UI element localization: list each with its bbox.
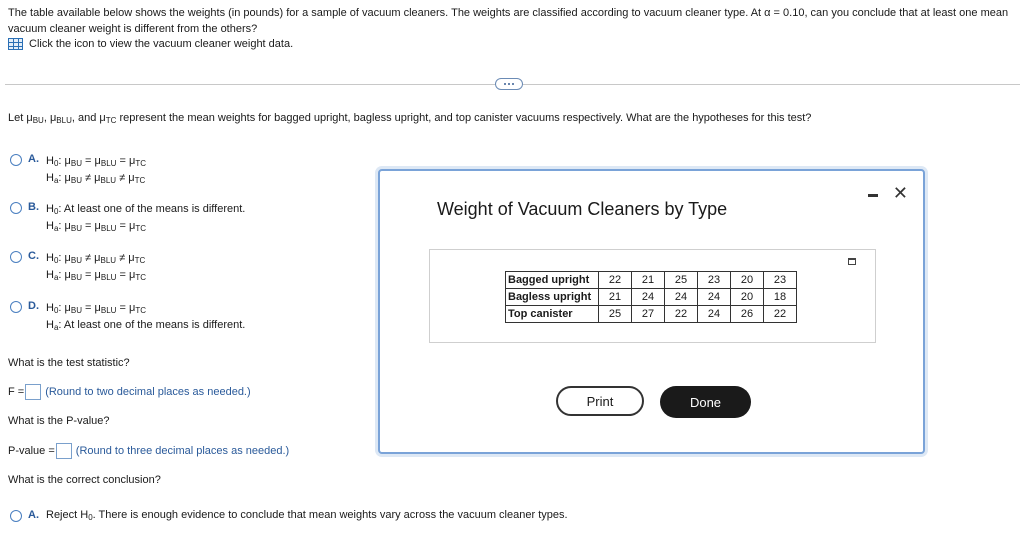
weights-table — [505, 271, 797, 323]
close-icon[interactable]: ✕ — [892, 183, 908, 203]
print-button[interactable]: Print — [556, 386, 644, 416]
option-d-radio[interactable] — [10, 301, 22, 313]
test-stat-question: What is the test statistic? — [8, 357, 130, 369]
option-d[interactable]: D. H0: μBU = μBLU = μTC Ha: At least one of the means is different. — [10, 300, 245, 334]
option-a-h0: H0: μBU = μBLU = μTC — [46, 155, 147, 168]
option-d-ha: Ha: At least one of the means is different. — [46, 319, 246, 332]
f-stat-input[interactable] — [25, 384, 41, 400]
table-frame — [429, 249, 876, 343]
f-stat-row: F = (Round to two decimal places as needed.) — [8, 386, 251, 398]
pvalue-row: P-value = (Round to three decimal places as needed.) — [8, 445, 290, 457]
option-c-h0: H0: μBU ≠ μBLU ≠ μTC — [46, 252, 146, 265]
dialog-title: Weight of Vacuum Cleaners by Type — [437, 199, 728, 219]
option-c[interactable]: C. H0: μBU ≠ μBLU ≠ μTC Ha: μBU = μBLU = μTC — [10, 250, 146, 284]
pvalue-input[interactable] — [56, 443, 72, 459]
data-link-text[interactable]: Click the icon to view the vacuum cleaner weight data. — [29, 38, 294, 50]
option-b-ha: Ha: μBU = μBLU = μTC — [46, 220, 147, 233]
option-a-radio[interactable] — [10, 154, 22, 166]
option-a[interactable]: A. H0: μBU = μBLU = μTC Ha: μBU ≠ μBLU ≠ μTC — [10, 153, 146, 187]
table-row: Bagged upright 22 21 25 23 20 23 — [506, 272, 797, 289]
conclusion-a-radio[interactable] — [10, 510, 22, 522]
table-row: Bagless upright 21 24 24 24 20 18 — [506, 289, 797, 306]
option-b-h0: H0: At least one of the means is different. — [46, 203, 246, 216]
option-c-radio[interactable] — [10, 251, 22, 263]
table-grid-icon[interactable] — [8, 38, 23, 50]
done-button[interactable]: Done — [660, 386, 751, 418]
option-b-radio[interactable] — [10, 202, 22, 214]
conclusion-option-a[interactable]: A. Reject H0. There is enough evidence to conclude that mean weights vary across the vacuum cleaner types. — [10, 509, 568, 522]
option-a-ha: Ha: μBU ≠ μBLU ≠ μTC — [46, 172, 146, 185]
data-table-dialog — [378, 169, 925, 454]
table-row: Top canister 25 27 22 24 26 22 — [506, 306, 797, 323]
minimize-icon[interactable] — [868, 194, 878, 197]
problem-intro: The table available below shows the weights (in pounds) for a sample of vacuum cleaners. The weights are classified according to vacuum cleaner type. At α = 0.10, can you conclude that at least one mean vacuum cleaner weight is different from the others? — [8, 7, 1009, 35]
option-d-h0: H0: μBU = μBLU = μTC — [46, 302, 147, 315]
option-b[interactable]: B. H0: At least one of the means is different. Ha: μBU = μBLU = μTC — [10, 201, 245, 235]
expand-dots-button[interactable] — [495, 78, 523, 90]
hypothesis-question: Let μBU, μBLU, and μTC represent the mean weights for bagged upright, bagless upright, and top canister vacuums respectively. What are the hypotheses for this test? — [8, 112, 812, 125]
copy-icon[interactable] — [848, 258, 856, 265]
conclusion-question: What is the correct conclusion? — [8, 474, 161, 486]
data-link[interactable] — [8, 38, 293, 50]
pvalue-question: What is the P-value? — [8, 415, 110, 427]
option-c-ha: Ha: μBU = μBLU = μTC — [46, 269, 147, 282]
